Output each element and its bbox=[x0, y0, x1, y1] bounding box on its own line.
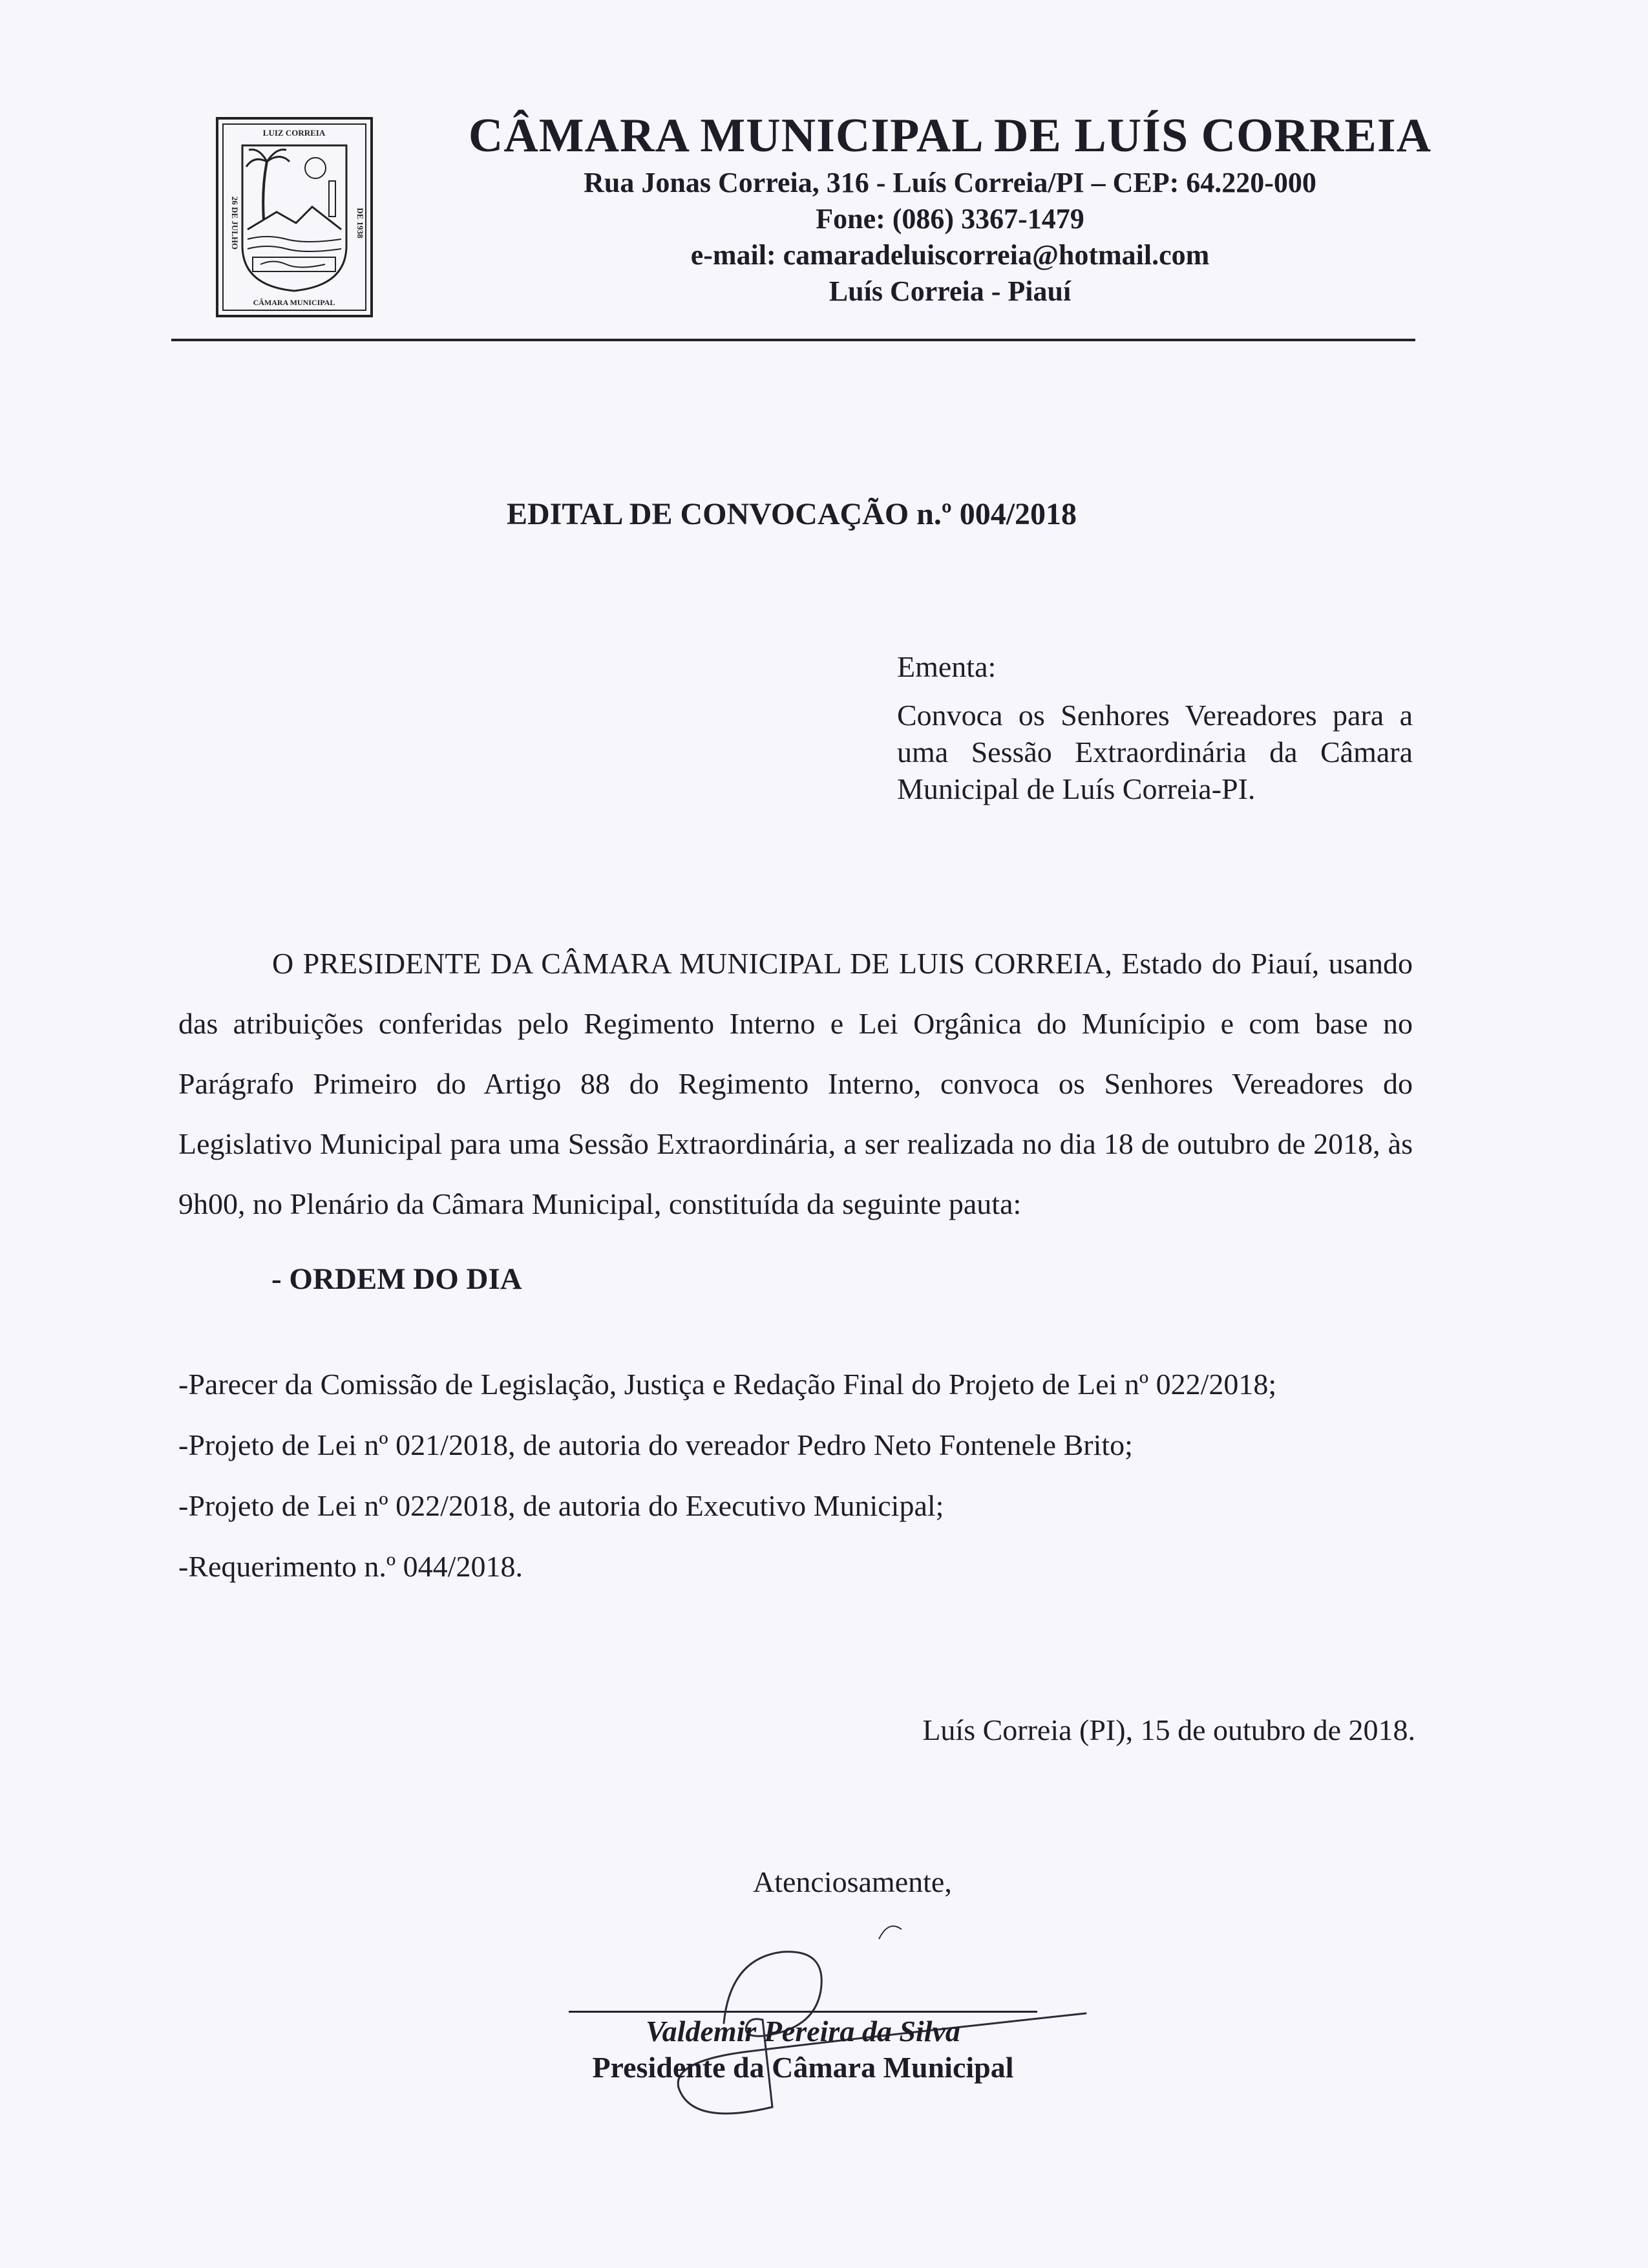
date-line: Luís Correia (PI), 15 de outubro de 2018. bbox=[922, 1713, 1415, 1746]
municipal-coat-of-arms-icon bbox=[215, 116, 374, 318]
signatory-name: Valdemir Pereira da Silva bbox=[646, 2015, 960, 2048]
location-line: Luís Correia - Piauí bbox=[829, 275, 1072, 307]
agenda-list bbox=[178, 1354, 1276, 1597]
letterhead bbox=[388, 107, 1512, 310]
organization-name: CÂMARA MUNICIPAL DE LUÍS CORREIA bbox=[468, 109, 1432, 162]
agenda-item: -Projeto de Lei nº 022/2018, de autoria do Executivo Municipal; bbox=[178, 1489, 944, 1522]
document-title: EDITAL DE CONVOCAÇÃO n.º 004/2018 bbox=[506, 497, 1077, 531]
signature-line bbox=[569, 2011, 1037, 2013]
logo-bottom-text: CÂMARA MUNICIPAL bbox=[253, 298, 335, 307]
ementa-label: Ementa: bbox=[897, 650, 997, 683]
agenda-heading: - ORDEM DO DIA bbox=[271, 1262, 522, 1296]
header-divider bbox=[171, 339, 1415, 341]
closing-salutation: Atenciosamente, bbox=[753, 1865, 952, 1898]
logo-right-text: DE 1938 bbox=[355, 207, 365, 238]
address-line: Rua Jonas Correia, 316 - Luís Correia/PI – CEP: 64.220-000 bbox=[584, 167, 1316, 198]
agenda-item: -Requerimento n.º 044/2018. bbox=[178, 1550, 523, 1583]
ementa-text: Convoca os Senhores Vereadores para a uma Sessão Extraordinária da Câmara Municipal de Luís Correia-PI. bbox=[897, 699, 1413, 805]
logo-top-text: LUIZ CORREIA bbox=[262, 128, 326, 138]
email-line: e-mail: camaradeluiscorreia@hotmail.com bbox=[690, 239, 1210, 271]
body-paragraph: O PRESIDENTE DA CÂMARA MUNICIPAL DE LUIS CORREIA, Estado do Piauí, usando das atribuições conferidas pelo Regimento Interno e Lei Orgânica do Munícipio e com base no Parágrafo Primeiro do Artigo 88 do Regimento Interno, convoca os Senhores Vereadores do Legislativo Municipal para uma Sessão Extraordinária, a ser realizada no dia 18 de outubro de 2018, às 9h00, no Plenário da Câmara Municipal, constituída da seguinte pauta: bbox=[178, 947, 1413, 1220]
phone-line: Fone: (086) 3367-1479 bbox=[816, 203, 1084, 235]
signatory-role: Presidente da Câmara Municipal bbox=[592, 2051, 1014, 2084]
agenda-item: -Parecer da Comissão de Legislação, Justiça e Redação Final do Projeto de Lei nº 022/2018; bbox=[178, 1368, 1277, 1401]
agenda-item: -Projeto de Lei nº 021/2018, de autoria do vereador Pedro Neto Fontenele Brito; bbox=[178, 1428, 1133, 1461]
logo-left-text: 26 DE JULHO bbox=[230, 196, 240, 250]
